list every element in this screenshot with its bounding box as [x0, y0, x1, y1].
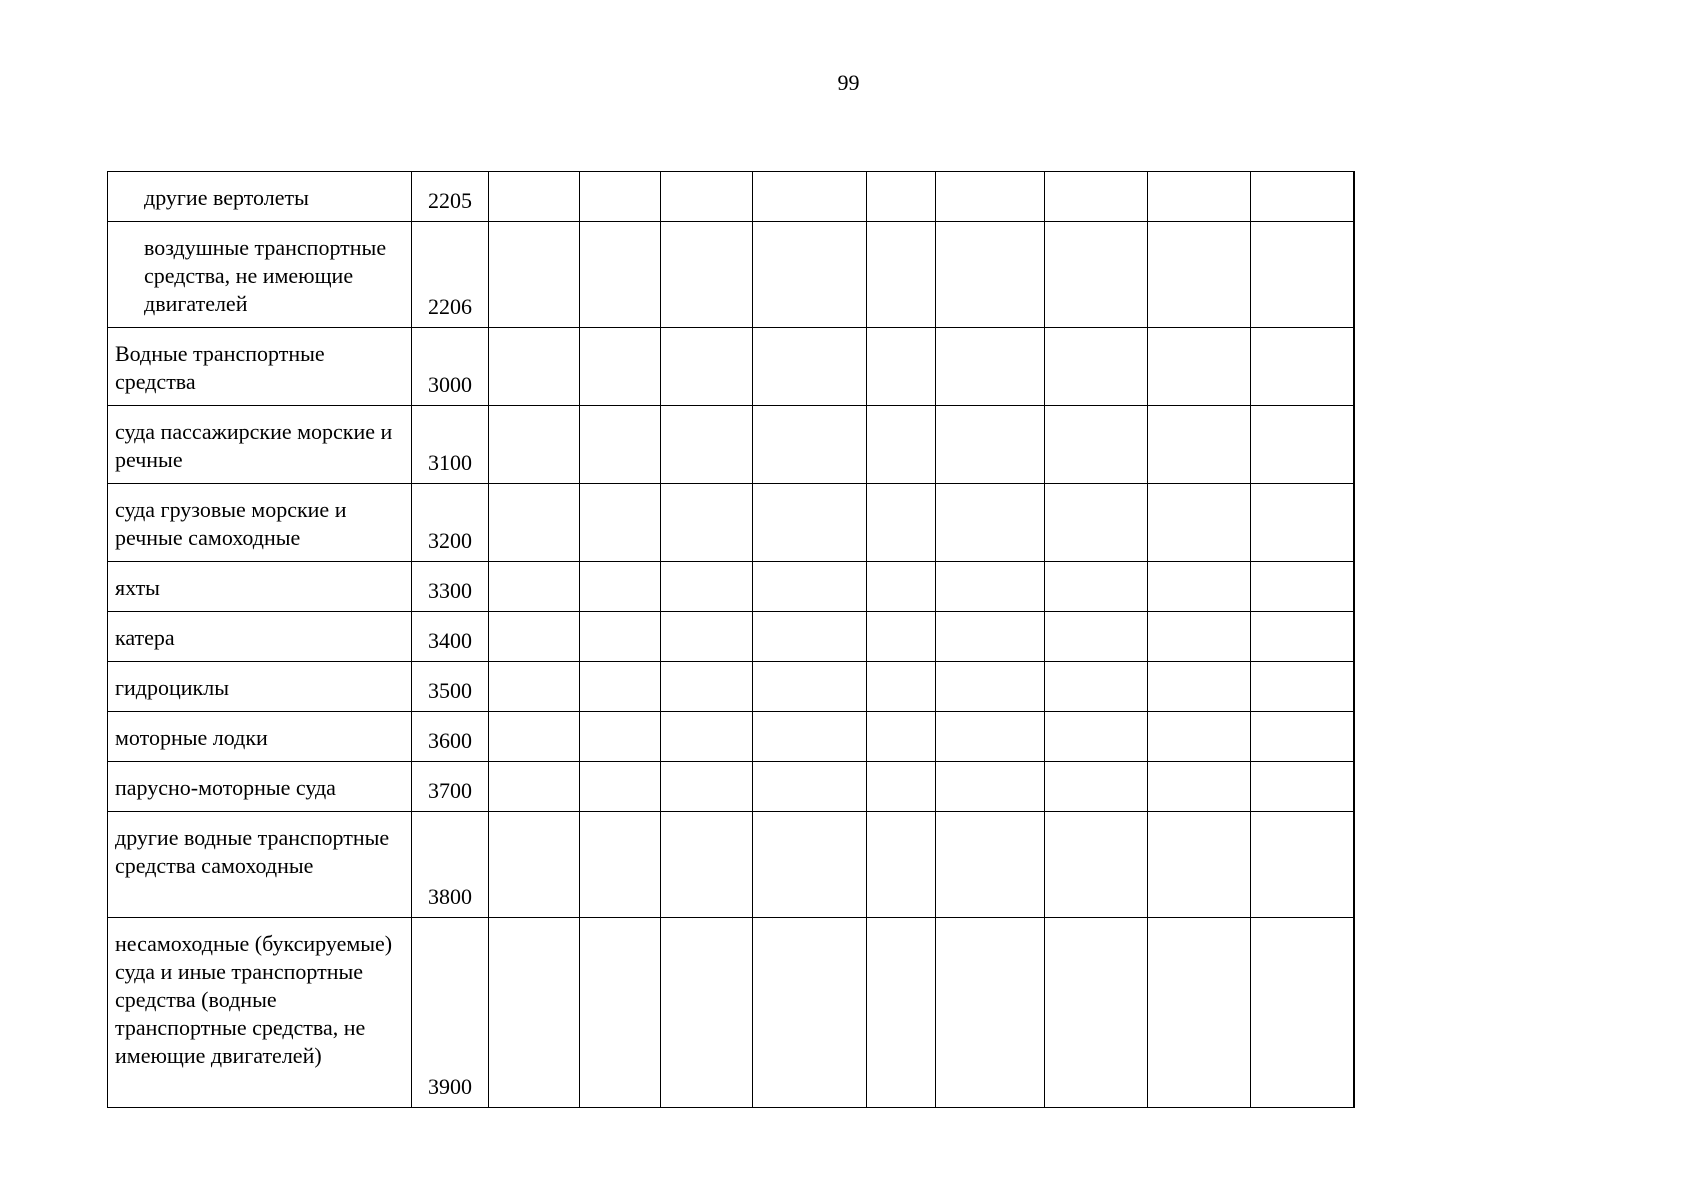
- table-body: [108, 172, 1355, 1108]
- table-row: [108, 172, 1355, 222]
- empty-data-cell: [1148, 812, 1251, 918]
- empty-data-cell: [1354, 328, 1355, 406]
- empty-data-cell: [936, 484, 1045, 562]
- empty-data-cell: [753, 328, 867, 406]
- empty-data-cell: [936, 662, 1045, 712]
- empty-data-cell: [1148, 406, 1251, 484]
- row-name-cell: гидроциклы: [108, 662, 412, 712]
- empty-data-cell: [661, 406, 753, 484]
- empty-data-cell: [867, 918, 936, 1108]
- empty-data-cell: [753, 812, 867, 918]
- empty-data-cell: [580, 562, 661, 612]
- table-row: [108, 222, 1355, 328]
- row-name-cell: яхты: [108, 562, 412, 612]
- empty-data-cell: [661, 222, 753, 328]
- empty-data-cell: [1251, 328, 1354, 406]
- empty-data-cell: [1045, 918, 1148, 1108]
- empty-data-cell: [753, 662, 867, 712]
- empty-data-cell: [753, 712, 867, 762]
- row-name-cell: катера: [108, 612, 412, 662]
- row-code-cell: 3000: [412, 328, 489, 406]
- empty-data-cell: [867, 406, 936, 484]
- empty-data-cell: [1354, 712, 1355, 762]
- empty-data-cell: [580, 662, 661, 712]
- row-code-cell: 3700: [412, 762, 489, 812]
- empty-data-cell: [489, 406, 580, 484]
- empty-data-cell: [753, 918, 867, 1108]
- empty-data-cell: [1148, 762, 1251, 812]
- empty-data-cell: [489, 562, 580, 612]
- empty-data-cell: [1251, 172, 1354, 222]
- empty-data-cell: [936, 612, 1045, 662]
- empty-data-cell: [1354, 406, 1355, 484]
- row-code-cell: 3100: [412, 406, 489, 484]
- empty-data-cell: [580, 172, 661, 222]
- empty-data-cell: [580, 812, 661, 918]
- page-number: 99: [837, 70, 860, 95]
- empty-data-cell: [867, 612, 936, 662]
- row-code-cell: 3500: [412, 662, 489, 712]
- empty-data-cell: [1045, 222, 1148, 328]
- empty-data-cell: [753, 484, 867, 562]
- empty-data-cell: [1251, 612, 1354, 662]
- empty-data-cell: [661, 612, 753, 662]
- row-name-cell: парусно-моторные суда: [108, 762, 412, 812]
- empty-data-cell: [1148, 612, 1251, 662]
- row-name-cell: другие водные транспортные средства самоходные: [108, 812, 412, 918]
- empty-data-cell: [661, 762, 753, 812]
- row-code-cell: 3900: [412, 918, 489, 1108]
- empty-data-cell: [489, 484, 580, 562]
- empty-data-cell: [489, 172, 580, 222]
- empty-data-cell: [1251, 406, 1354, 484]
- empty-data-cell: [867, 762, 936, 812]
- table-row: [108, 612, 1355, 662]
- row-name-cell: другие вертолеты: [108, 172, 412, 222]
- row-name-cell: несамоходные (буксируемые) суда и иные транспортные средства (водные транспортные средства, не имеющие двигателей): [108, 918, 412, 1108]
- empty-data-cell: [1251, 562, 1354, 612]
- empty-data-cell: [1148, 662, 1251, 712]
- empty-data-cell: [1354, 762, 1355, 812]
- empty-data-cell: [661, 484, 753, 562]
- empty-data-cell: [1354, 562, 1355, 612]
- empty-data-cell: [867, 172, 936, 222]
- empty-data-cell: [661, 662, 753, 712]
- empty-data-cell: [753, 172, 867, 222]
- empty-data-cell: [867, 662, 936, 712]
- empty-data-cell: [580, 406, 661, 484]
- empty-data-cell: [936, 562, 1045, 612]
- empty-data-cell: [1251, 662, 1354, 712]
- empty-data-cell: [867, 484, 936, 562]
- empty-data-cell: [1045, 712, 1148, 762]
- empty-data-cell: [580, 222, 661, 328]
- empty-data-cell: [1354, 612, 1355, 662]
- empty-data-cell: [580, 918, 661, 1108]
- empty-data-cell: [936, 222, 1045, 328]
- empty-data-cell: [936, 172, 1045, 222]
- empty-data-cell: [580, 712, 661, 762]
- empty-data-cell: [1354, 172, 1355, 222]
- empty-data-cell: [1354, 662, 1355, 712]
- empty-data-cell: [1251, 484, 1354, 562]
- empty-data-cell: [489, 612, 580, 662]
- empty-data-cell: [489, 328, 580, 406]
- row-name-cell: суда пассажирские морские и речные: [108, 406, 412, 484]
- empty-data-cell: [867, 712, 936, 762]
- table-row: [108, 662, 1355, 712]
- vehicle-code-table: [107, 171, 1355, 1108]
- empty-data-cell: [753, 762, 867, 812]
- empty-data-cell: [1148, 712, 1251, 762]
- empty-data-cell: [489, 712, 580, 762]
- empty-data-cell: [867, 328, 936, 406]
- table-row: [108, 562, 1355, 612]
- empty-data-cell: [661, 712, 753, 762]
- row-name-cell: Водные транспортные средства: [108, 328, 412, 406]
- empty-data-cell: [1148, 484, 1251, 562]
- empty-data-cell: [753, 562, 867, 612]
- empty-data-cell: [867, 562, 936, 612]
- row-name-cell: воздушные транспортные средства, не имеющие двигателей: [108, 222, 412, 328]
- empty-data-cell: [1045, 612, 1148, 662]
- empty-data-cell: [867, 222, 936, 328]
- row-code-cell: 2206: [412, 222, 489, 328]
- empty-data-cell: [489, 762, 580, 812]
- empty-data-cell: [661, 918, 753, 1108]
- empty-data-cell: [1354, 484, 1355, 562]
- empty-data-cell: [1148, 328, 1251, 406]
- empty-data-cell: [661, 328, 753, 406]
- empty-data-cell: [1354, 222, 1355, 328]
- empty-data-cell: [489, 918, 580, 1108]
- empty-data-cell: [1045, 328, 1148, 406]
- empty-data-cell: [489, 662, 580, 712]
- empty-data-cell: [1251, 222, 1354, 328]
- table-row: [108, 812, 1355, 918]
- row-code-cell: 3200: [412, 484, 489, 562]
- empty-data-cell: [1251, 918, 1354, 1108]
- row-code-cell: 3300: [412, 562, 489, 612]
- empty-data-cell: [1045, 662, 1148, 712]
- empty-data-cell: [580, 612, 661, 662]
- empty-data-cell: [1045, 172, 1148, 222]
- empty-data-cell: [661, 812, 753, 918]
- empty-data-cell: [1251, 712, 1354, 762]
- table-row: [108, 484, 1355, 562]
- empty-data-cell: [936, 762, 1045, 812]
- empty-data-cell: [489, 812, 580, 918]
- table-row: [108, 406, 1355, 484]
- empty-data-cell: [936, 812, 1045, 918]
- table-row: [108, 712, 1355, 762]
- empty-data-cell: [580, 484, 661, 562]
- empty-data-cell: [753, 222, 867, 328]
- empty-data-cell: [661, 172, 753, 222]
- empty-data-cell: [1148, 222, 1251, 328]
- empty-data-cell: [867, 812, 936, 918]
- row-code-cell: 3400: [412, 612, 489, 662]
- empty-data-cell: [489, 222, 580, 328]
- empty-data-cell: [1045, 562, 1148, 612]
- table-row: [108, 762, 1355, 812]
- empty-data-cell: [936, 406, 1045, 484]
- empty-data-cell: [936, 712, 1045, 762]
- empty-data-cell: [753, 612, 867, 662]
- empty-data-cell: [580, 328, 661, 406]
- empty-data-cell: [1045, 812, 1148, 918]
- empty-data-cell: [1148, 172, 1251, 222]
- empty-data-cell: [1251, 812, 1354, 918]
- row-name-cell: моторные лодки: [108, 712, 412, 762]
- empty-data-cell: [1354, 918, 1355, 1108]
- empty-data-cell: [753, 406, 867, 484]
- table-row: [108, 328, 1355, 406]
- empty-data-cell: [1148, 562, 1251, 612]
- empty-data-cell: [1045, 762, 1148, 812]
- empty-data-cell: [1251, 762, 1354, 812]
- empty-data-cell: [580, 762, 661, 812]
- row-code-cell: 3600: [412, 712, 489, 762]
- row-name-cell: суда грузовые морские и речные самоходные: [108, 484, 412, 562]
- table-row: [108, 918, 1355, 1108]
- empty-data-cell: [1045, 406, 1148, 484]
- empty-data-cell: [936, 918, 1045, 1108]
- empty-data-cell: [661, 562, 753, 612]
- row-code-cell: 3800: [412, 812, 489, 918]
- empty-data-cell: [1148, 918, 1251, 1108]
- empty-data-cell: [936, 328, 1045, 406]
- empty-data-cell: [1045, 484, 1148, 562]
- empty-data-cell: [1354, 812, 1355, 918]
- row-code-cell: 2205: [412, 172, 489, 222]
